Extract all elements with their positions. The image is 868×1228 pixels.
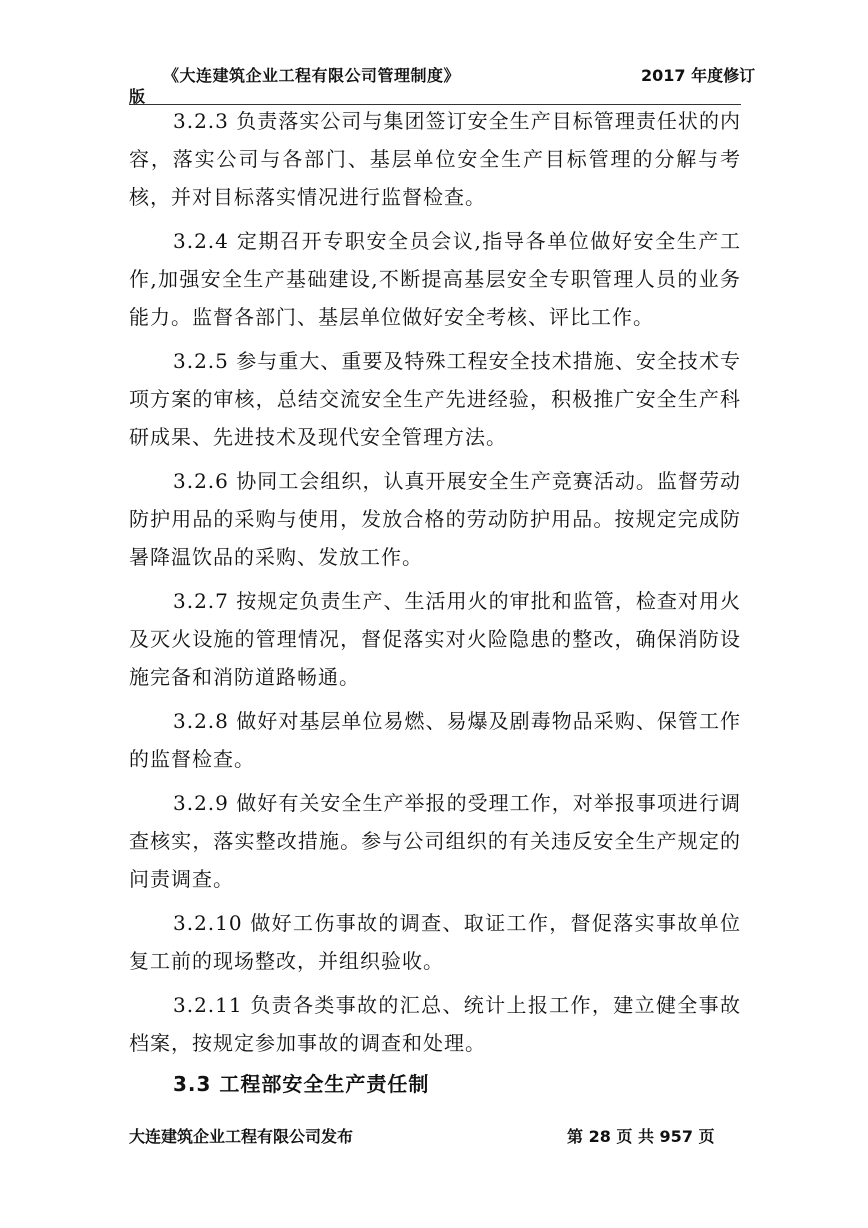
paragraph-3-2-8: 3.2.8 做好对基层单位易燃、易爆及剧毒物品采购、保管工作的监督检查。 — [129, 709, 741, 771]
paragraph-3-2-11: 3.2.11 负责各类事故的汇总、统计上报工作，建立健全事故档案，按规定参加事故的调查和处理。 — [129, 993, 741, 1055]
footer-publisher: 大连建筑企业工程有限公司发布 — [129, 1127, 354, 1146]
paragraph-3-2-6: 3.2.6 协同工会组织，认真开展安全生产竞赛活动。监督劳动防护用品的采购与使用，发放合格的劳动防护用品。按规定完成防暑降温饮品的采购、发放工作。 — [129, 469, 741, 569]
paragraph-3-2-5: 3.2.5 参与重大、重要及特殊工程安全技术措施、安全技术专项方案的审核，总结交流安全生产先进经验，积极推广安全生产科研成果、先进技术及现代安全管理方法。 — [129, 349, 741, 449]
paragraph-3-2-7: 3.2.7 按规定负责生产、生活用火的审批和监管，检查对用火及灭火设施的管理情况，督促落实对火险隐患的整改，确保消防设施完备和消防道路畅通。 — [129, 589, 741, 689]
section-heading: 3.3 工程部安全生产责任制 — [173, 1072, 430, 1096]
paragraph-3-2-9: 3.2.9 做好有关安全生产举报的受理工作，对举报事项进行调查核实，落实整改措施。参与公司组织的有关违反安全生产规定的问责调查。 — [129, 791, 741, 891]
edition-label-wrap: 版 — [129, 87, 146, 106]
paragraph-3-2-10: 3.2.10 做好工伤事故的调查、取证工作，督促落实事故单位复工前的现场整改，并组织验收。 — [129, 911, 741, 973]
edition-label: 2017 年度修订 — [641, 66, 756, 85]
document-body — [129, 102, 741, 1068]
footer-page-number: 第 28 页 共 957 页 — [567, 1127, 715, 1146]
paragraph-3-2-4: 3.2.4 定期召开专职安全员会议,指导各单位做好安全生产工作,加强安全生产基础建设,不断提高基层安全专职管理人员的业务能力。监督各部门、基层单位做好安全考核、评比工作。 — [129, 229, 741, 329]
document-title: 《大连建筑企业工程有限公司管理制度》 — [163, 66, 461, 85]
paragraph-3-2-3: 3.2.3 负责落实公司与集团签订安全生产目标管理责任状的内容，落实公司与各部门、基层单位安全生产目标管理的分解与考核，并对目标落实情况进行监督检查。 — [129, 109, 741, 209]
